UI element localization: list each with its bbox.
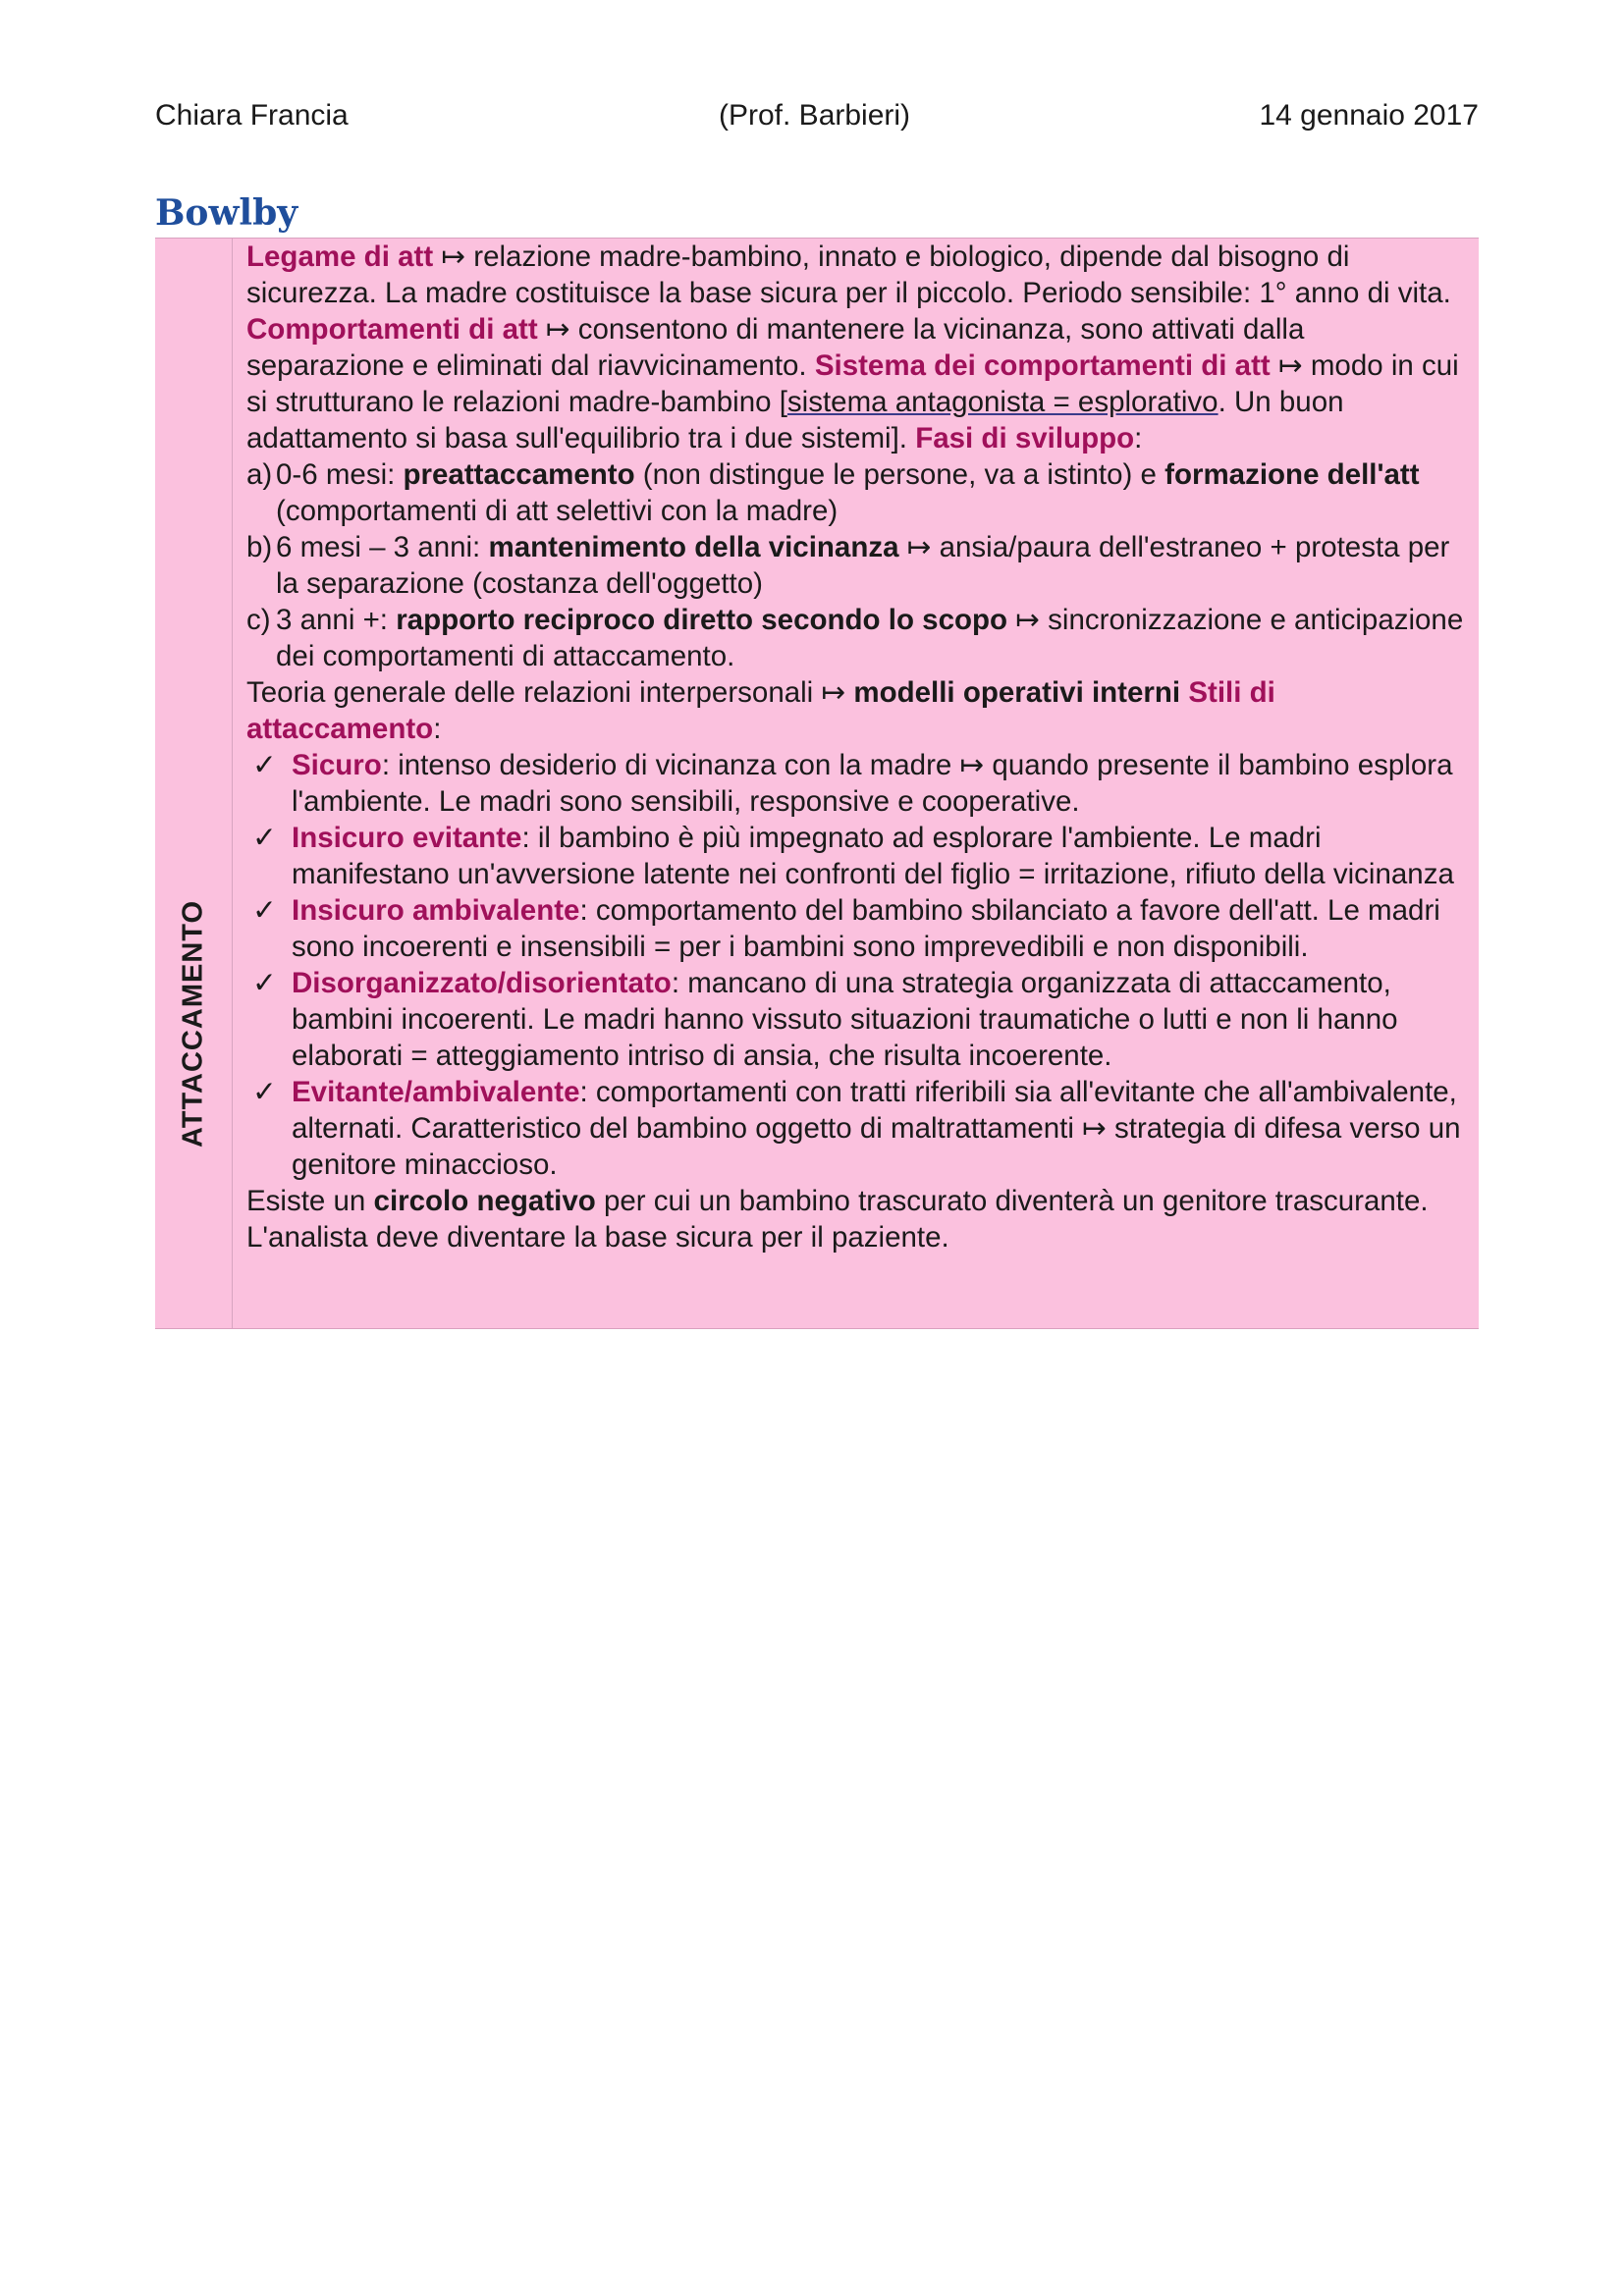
maps-to-arrow-icon: ↦ bbox=[959, 749, 985, 781]
maps-to-arrow-icon: ↦ bbox=[898, 531, 932, 563]
list-item: ✓ Evitante/ambivalente: comportamenti con tratti riferibili sia all'evitante che all'ambivalente, alternati. Caratteristico del bambino oggetto di maltrattamenti ↦ strategia di difesa verso un genitore minaccioso. bbox=[246, 1074, 1465, 1183]
header-professor: (Prof. Barbieri) bbox=[719, 99, 911, 132]
keyword: Stili di attaccamento bbox=[246, 676, 1275, 745]
notes-box bbox=[155, 238, 1479, 1329]
list-item: b) 6 mesi – 3 anni: mantenimento della vicinanza ↦ ansia/paura dell'estraneo + protesta per la separazione (costanza dell'oggetto) bbox=[246, 531, 1450, 600]
list-item: ✓ Insicuro ambivalente: comportamento del bambino sbilanciato a favore dell'att. Le madri sono incoerenti e insensibili = per i bambini sono imprevedibili e non disponibili. bbox=[246, 892, 1465, 965]
phases-list bbox=[246, 456, 1465, 674]
underlined-text: sistema antagonista = esplorativo bbox=[786, 386, 1218, 418]
list-marker: c) bbox=[246, 604, 271, 636]
list-item: a) 0-6 mesi: preattaccamento (non distingue le persone, va a istinto) e formazione dell'att (comportamenti di att selettivi con la madre) bbox=[246, 458, 1420, 527]
styles-list bbox=[246, 747, 1465, 1183]
list-marker: b) bbox=[246, 531, 273, 563]
maps-to-arrow-icon: ↦ bbox=[441, 240, 466, 273]
maps-to-arrow-icon: ↦ bbox=[1082, 1112, 1107, 1145]
page-header bbox=[155, 96, 1479, 135]
maps-to-arrow-icon: ↦ bbox=[1007, 604, 1040, 636]
maps-to-arrow-icon: ↦ bbox=[1277, 349, 1303, 382]
check-mark-icon: ✓ bbox=[252, 822, 277, 854]
keyword: Comportamenti di att bbox=[246, 313, 538, 346]
list-marker: a) bbox=[246, 458, 273, 491]
list-item: ✓ Disorganizzato/disorientato: mancano di una strategia organizzata di attaccamento, bambini incoerenti. Le madri hanno vissuto situazioni traumatiche o lutti e non li hanno elaborati = atteggiamento intriso di ansia, che risulta incoerente. bbox=[246, 965, 1465, 1074]
header-author: Chiara Francia bbox=[155, 99, 349, 132]
check-mark-icon: ✓ bbox=[252, 967, 277, 999]
theory-paragraph: Teoria generale delle relazioni interpersonali ↦ modelli operativi interni Stili di attaccamento: bbox=[246, 676, 1275, 745]
keyword: Legame di att bbox=[246, 240, 434, 273]
intro-paragraph: Legame di att ↦ relazione madre-bambino, innato e biologico, dipende dal bisogno di sicurezza. La madre costituisce la base sicura per il piccolo. Periodo sensibile: 1° anno di vita. Comportamenti di att ↦ consentono di mantenere la vicinanza, sono attivati dalla separazione e eliminati dal riavvicinamento. Sistema dei comportamenti di att ↦ modo in cui si strutturano le relazioni madre-bambino [sistema antagonista = esplorativo. Un buon adattamento si basa sull'equilibrio tra i due sistemi]. Fasi di sviluppo: bbox=[246, 240, 1459, 454]
closing-paragraph: Esiste un circolo negativo per cui un bambino trascurato diventerà un genitore trascurante. bbox=[246, 1185, 1429, 1217]
side-label: ATTACCAMENTO bbox=[177, 899, 209, 1148]
maps-to-arrow-icon: ↦ bbox=[821, 676, 854, 709]
check-mark-icon: ✓ bbox=[252, 1076, 277, 1108]
header-date: 14 gennaio 2017 bbox=[1259, 99, 1479, 132]
section-title: Bowlby bbox=[155, 192, 298, 234]
maps-to-arrow-icon: ↦ bbox=[545, 313, 570, 346]
notes-content bbox=[233, 239, 1479, 1328]
final-line: L'analista deve diventare la base sicura per il paziente. bbox=[246, 1221, 949, 1254]
keyword: Fasi di sviluppo bbox=[915, 422, 1135, 454]
check-mark-icon: ✓ bbox=[252, 749, 277, 781]
check-mark-icon: ✓ bbox=[252, 894, 277, 927]
keyword: Sistema dei comportamenti di att bbox=[814, 349, 1271, 382]
list-item: c) 3 anni +: rapporto reciproco diretto secondo lo scopo ↦ sincronizzazione e anticipazione dei comportamenti di attaccamento. bbox=[246, 604, 1464, 672]
side-column bbox=[155, 239, 233, 1328]
list-item: ✓ Insicuro evitante: il bambino è più impegnato ad esplorare l'ambiente. Le madri manifestano un'avversione latente nei confronti del figlio = irritazione, rifiuto della vicinanza bbox=[246, 820, 1465, 892]
list-item: ✓ Sicuro: intenso desiderio di vicinanza con la madre ↦ quando presente il bambino esplora l'ambiente. Le madri sono sensibili, responsive e cooperative. bbox=[246, 747, 1465, 820]
